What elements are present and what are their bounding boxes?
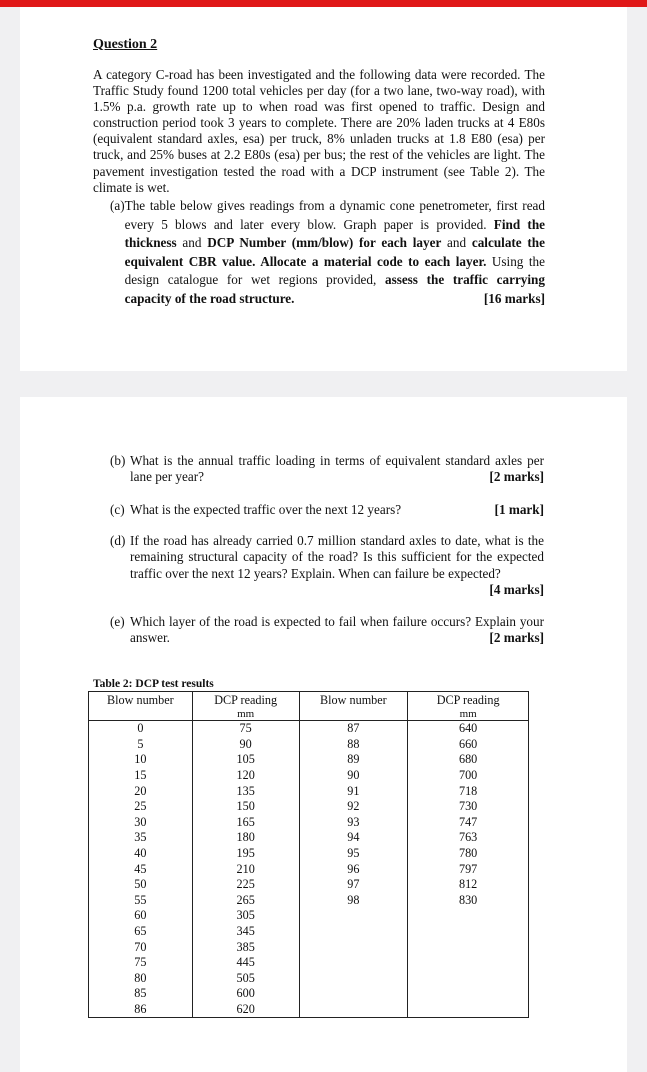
question-intro: A category C-road has been investigated and the following data were recorded. The Traffic Study found 1200 total vehicles per day (for a two lane, two-way road), with 1.5% p.a. growth rate up to when road was first opened to traffic. Design and construction period took 3 years to complete. There are 20% laden trucks at 4 E80s (equivalent standard axles, esa) per truck, 8% unladen trucks at 1.8 E80 (esa) per truck, and 25% buses at 2.2 E80s (esa) per bus; the rest of the vehicles are light. The pavement investigation tested the road with a DCP instrument (see Table 2). The climate is wet.: [93, 67, 545, 195]
part-b: [110, 453, 544, 486]
table-cell: 96: [299, 861, 408, 877]
table-cell: 90: [299, 768, 408, 784]
table-cell: 763: [408, 830, 529, 846]
table-cell: 40: [89, 846, 193, 862]
table-row: [89, 971, 529, 987]
table-cell: 225: [192, 877, 299, 893]
part-d-marks: [4 marks]: [489, 582, 544, 598]
part-e-marks: [2 marks]: [489, 630, 544, 646]
table-cell: 830: [408, 893, 529, 909]
table-header-cell: DCP reading mm: [408, 692, 529, 721]
table-cell: 120: [192, 768, 299, 784]
table-cell: 600: [192, 986, 299, 1002]
table-cell: 75: [192, 721, 299, 737]
table-cell: [408, 986, 529, 1002]
table-cell: [408, 908, 529, 924]
table-header-cell: Blow number: [89, 692, 193, 721]
table-row: [89, 986, 529, 1002]
table-cell: 93: [299, 815, 408, 831]
part-e: [110, 614, 544, 647]
part-a-marks: [16 marks]: [483, 290, 545, 306]
table-cell: 345: [192, 924, 299, 940]
table-row: [89, 768, 529, 784]
table-row: [89, 737, 529, 753]
table-cell: [299, 908, 408, 924]
part-e-text: Which layer of the road is expected to fail when failure occurs? Explain your answer.: [130, 614, 544, 646]
table-cell: 135: [192, 783, 299, 799]
part-a-text: The table below gives readings from a dynamic cone penetrometer, first read every 5 blows and later every blow. Graph paper is provided. Find the thickness and DCP Number (mm/blow) for each layer and calculate the equivalent CBR value. Allocate a material code to each layer. Using the design catalogue for wet regions provided, assess the traffic carrying capacity of the road structure. [16 marks]: [125, 197, 545, 308]
table-header-row: [89, 692, 529, 721]
table-cell: [299, 986, 408, 1002]
table-cell: 780: [408, 846, 529, 862]
part-b-text: What is the annual traffic loading in terms of equivalent standard axles per lane per year?: [130, 453, 544, 485]
table-cell: 95: [299, 846, 408, 862]
table-cell: 45: [89, 861, 193, 877]
table-cell: 85: [89, 986, 193, 1002]
table-row: [89, 1002, 529, 1018]
table-cell: 680: [408, 752, 529, 768]
table-cell: 730: [408, 799, 529, 815]
table-cell: 50: [89, 877, 193, 893]
table-cell: 150: [192, 799, 299, 815]
table-cell: [408, 971, 529, 987]
table-cell: 812: [408, 877, 529, 893]
table-cell: 70: [89, 939, 193, 955]
table-cell: 700: [408, 768, 529, 784]
table-cell: 305: [192, 908, 299, 924]
table-row: [89, 861, 529, 877]
table-row: [89, 799, 529, 815]
table-cell: 10: [89, 752, 193, 768]
table-cell: [408, 955, 529, 971]
table-header-cell: DCP reading mm: [192, 692, 299, 721]
table-row: [89, 877, 529, 893]
table-cell: 91: [299, 783, 408, 799]
table-row: [89, 846, 529, 862]
table-cell: [299, 1002, 408, 1018]
table-cell: 165: [192, 815, 299, 831]
table-cell: 5: [89, 737, 193, 753]
table-cell: 87: [299, 721, 408, 737]
part-c-text: What is the expected traffic over the next 12 years?: [130, 502, 402, 517]
question-title: Question 2: [93, 37, 158, 52]
part-a-label: (a): [110, 198, 125, 213]
part-e-label: (e): [110, 614, 125, 629]
table-row: [89, 752, 529, 768]
part-a: [110, 197, 545, 308]
table-cell: 92: [299, 799, 408, 815]
table-row: [89, 939, 529, 955]
part-d-label: (d): [110, 533, 126, 548]
table-row: [89, 908, 529, 924]
part-c-marks: [1 mark]: [494, 502, 544, 517]
table-cell: 620: [192, 1002, 299, 1018]
dcp-results-table: [88, 691, 529, 1018]
table-cell: 80: [89, 971, 193, 987]
table-row: [89, 783, 529, 799]
table-cell: 15: [89, 768, 193, 784]
table-cell: [299, 955, 408, 971]
part-b-marks: [2 marks]: [489, 469, 544, 485]
table-cell: 86: [89, 1002, 193, 1018]
table-row: [89, 815, 529, 831]
table-row: [89, 893, 529, 909]
table-cell: 105: [192, 752, 299, 768]
table-cell: 640: [408, 721, 529, 737]
table-cell: 35: [89, 830, 193, 846]
table-cell: 65: [89, 924, 193, 940]
table-cell: [299, 924, 408, 940]
table-header-cell: Blow number: [299, 692, 408, 721]
table-cell: 25: [89, 799, 193, 815]
table-cell: 90: [192, 737, 299, 753]
part-c-label: (c): [110, 502, 125, 517]
table-row: [89, 830, 529, 846]
table-cell: 97: [299, 877, 408, 893]
document-page-2: [20, 397, 627, 1072]
table-cell: [408, 1002, 529, 1018]
table-cell: 98: [299, 893, 408, 909]
table-cell: 385: [192, 939, 299, 955]
document-page-1: [20, 7, 627, 371]
table-cell: 210: [192, 861, 299, 877]
table-row: [89, 721, 529, 737]
part-d: [110, 533, 544, 599]
table-cell: 75: [89, 955, 193, 971]
table-cell: 89: [299, 752, 408, 768]
table-caption: Table 2: DCP test results: [93, 678, 214, 690]
table-cell: 718: [408, 783, 529, 799]
table-cell: [299, 939, 408, 955]
table-cell: 55: [89, 893, 193, 909]
table-cell: 195: [192, 846, 299, 862]
table-cell: 60: [89, 908, 193, 924]
table-cell: 20: [89, 783, 193, 799]
table-cell: 445: [192, 955, 299, 971]
table-cell: 180: [192, 830, 299, 846]
table-cell: 0: [89, 721, 193, 737]
part-c: [110, 502, 544, 518]
top-accent-bar: [0, 0, 647, 7]
table-cell: 30: [89, 815, 193, 831]
table-row: [89, 924, 529, 940]
table-cell: 88: [299, 737, 408, 753]
part-b-label: (b): [110, 453, 126, 468]
table-cell: [299, 971, 408, 987]
table-cell: 505: [192, 971, 299, 987]
table-row: [89, 955, 529, 971]
table-cell: 797: [408, 861, 529, 877]
part-d-text: If the road has already carried 0.7 million standard axles to date, what is the remaining structural capacity of the road? Is this sufficient for the expected traffic over the next 12 years? Explain. When can failure be expected?: [130, 533, 544, 581]
table-cell: 94: [299, 830, 408, 846]
table-cell: 747: [408, 815, 529, 831]
table-cell: [408, 939, 529, 955]
table-cell: [408, 924, 529, 940]
table-cell: 265: [192, 893, 299, 909]
table-cell: 660: [408, 737, 529, 753]
